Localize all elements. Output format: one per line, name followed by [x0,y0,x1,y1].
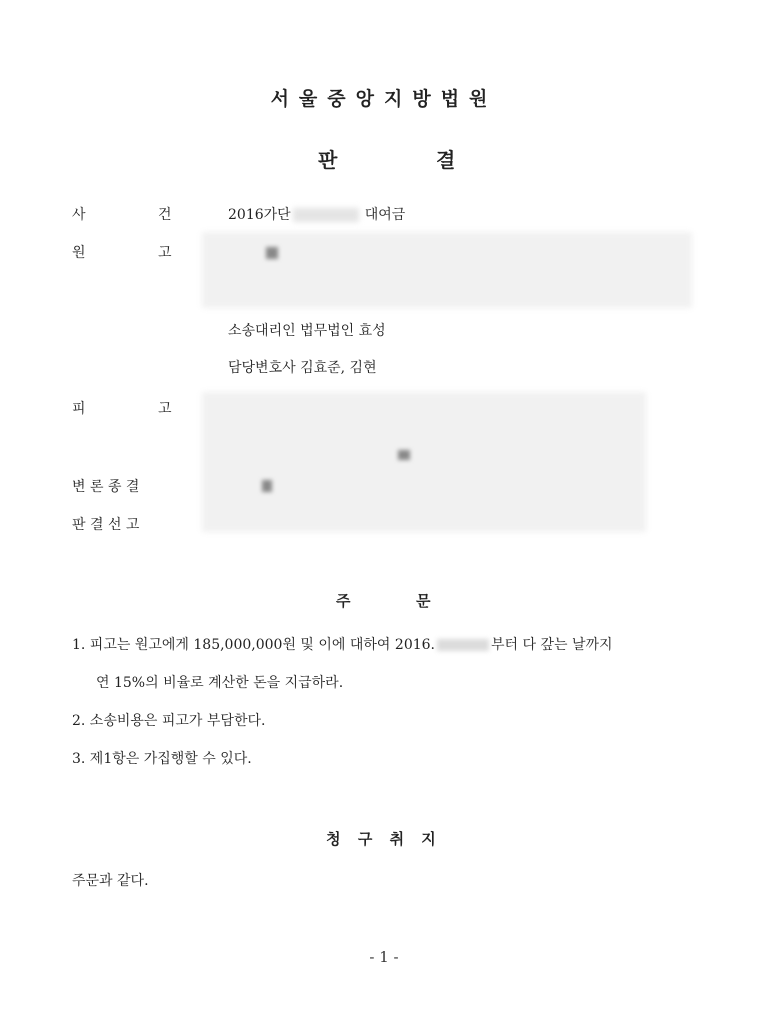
order-item-1-line2: 연 15%의 비율로 계산한 돈을 지급하라. [96,675,344,691]
redaction-artifact [262,480,272,492]
page-number: - 1 - [369,948,399,966]
closing-label: 변 론 종 결 [72,479,140,495]
plaintiff-label: 원 고 [72,245,172,261]
redaction-artifact [266,247,278,259]
case-label: 사 건 [72,207,172,223]
order-heading-left: 주 [336,592,351,610]
case-name: 대여금 [364,207,406,223]
claim-text: 주문과 같다. [72,873,149,889]
attorney-firm: 소송대리인 법무법인 효성 [228,323,386,339]
order-item-3: 3. 제1항은 가집행할 수 있다. [72,751,252,767]
defendant-label: 피 고 [72,401,172,417]
order-item-2: 2. 소송비용은 피고가 부담한다. [72,713,266,729]
redacted-case-number [293,208,359,222]
order-heading-right: 문 [416,592,431,610]
doc-type-left: 판 [318,148,338,172]
case-value [228,204,405,224]
attorney-names: 담당변호사 김효준, 김현 [228,360,377,376]
court-name: 서울중앙지방법원 [270,88,498,110]
redacted-defendant [202,392,646,532]
redacted-plaintiff [202,232,692,308]
claim-heading: 청 구 취 지 [326,830,442,848]
doc-type-right: 결 [436,148,456,172]
case-number-prefix: 2016가단 [228,207,291,223]
order-item-1: 1. 피고는 원고에게 185,000,000원 및 이에 대하여 2016. 부터 다 갚는 날까지 [72,637,613,653]
redaction-artifact [398,450,410,460]
redacted-date [437,639,489,651]
ruling-label: 판 결 선 고 [72,517,140,533]
